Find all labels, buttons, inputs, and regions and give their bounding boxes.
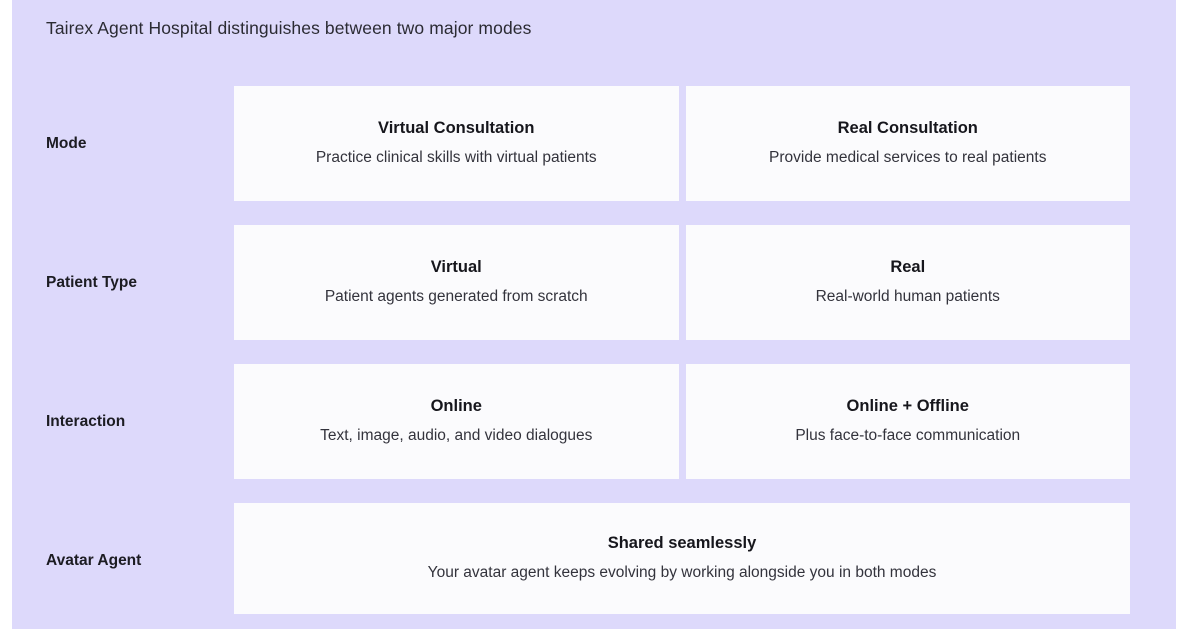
cell-title: Real Consultation: [837, 119, 978, 138]
cell-shared-seamlessly: [234, 503, 1130, 614]
cell-title: Online: [430, 397, 482, 416]
cell-description: Text, image, audio, and video dialogues: [320, 427, 593, 445]
cell-description: Practice clinical skills with virtual patients: [315, 149, 597, 167]
row-cells: [234, 225, 1130, 340]
cell-online-offline: [686, 364, 1131, 479]
cell-virtual-consultation: [234, 86, 679, 201]
cell-title: Shared seamlessly: [607, 534, 757, 553]
comparison-rows: [12, 74, 1176, 630]
row-cells: [234, 86, 1130, 201]
cell-title: Online + Offline: [846, 397, 969, 416]
comparison-panel: [12, 0, 1176, 629]
cell-virtual-patient: [234, 225, 679, 340]
row-cells: [234, 364, 1130, 479]
cell-real-patient: [686, 225, 1131, 340]
page-title: Tairex Agent Hospital distinguishes between two major modes: [46, 18, 532, 38]
row-label-interaction: Interaction: [46, 412, 126, 430]
cell-description: Plus face-to-face communication: [795, 427, 1021, 445]
cell-description: Provide medical services to real patients: [769, 149, 1047, 167]
cell-title: Virtual Consultation: [378, 119, 535, 138]
table-row: [12, 74, 1176, 213]
table-row: [12, 213, 1176, 352]
row-cells: [234, 503, 1130, 614]
row-label-avatar-agent: Avatar Agent: [46, 551, 142, 569]
cell-title: Real: [890, 258, 926, 277]
cell-description: Patient agents generated from scratch: [324, 288, 588, 306]
cell-description: Your avatar agent keeps evolving by working alongside you in both modes: [427, 564, 937, 582]
row-label-mode: Mode: [46, 134, 87, 152]
cell-real-consultation: [686, 86, 1131, 201]
table-row: [12, 352, 1176, 491]
row-label-patient-type: Patient Type: [46, 273, 138, 291]
cell-title: Virtual: [430, 258, 482, 277]
cell-online: [234, 364, 679, 479]
cell-description: Real-world human patients: [815, 288, 1000, 306]
table-row: [12, 491, 1176, 630]
